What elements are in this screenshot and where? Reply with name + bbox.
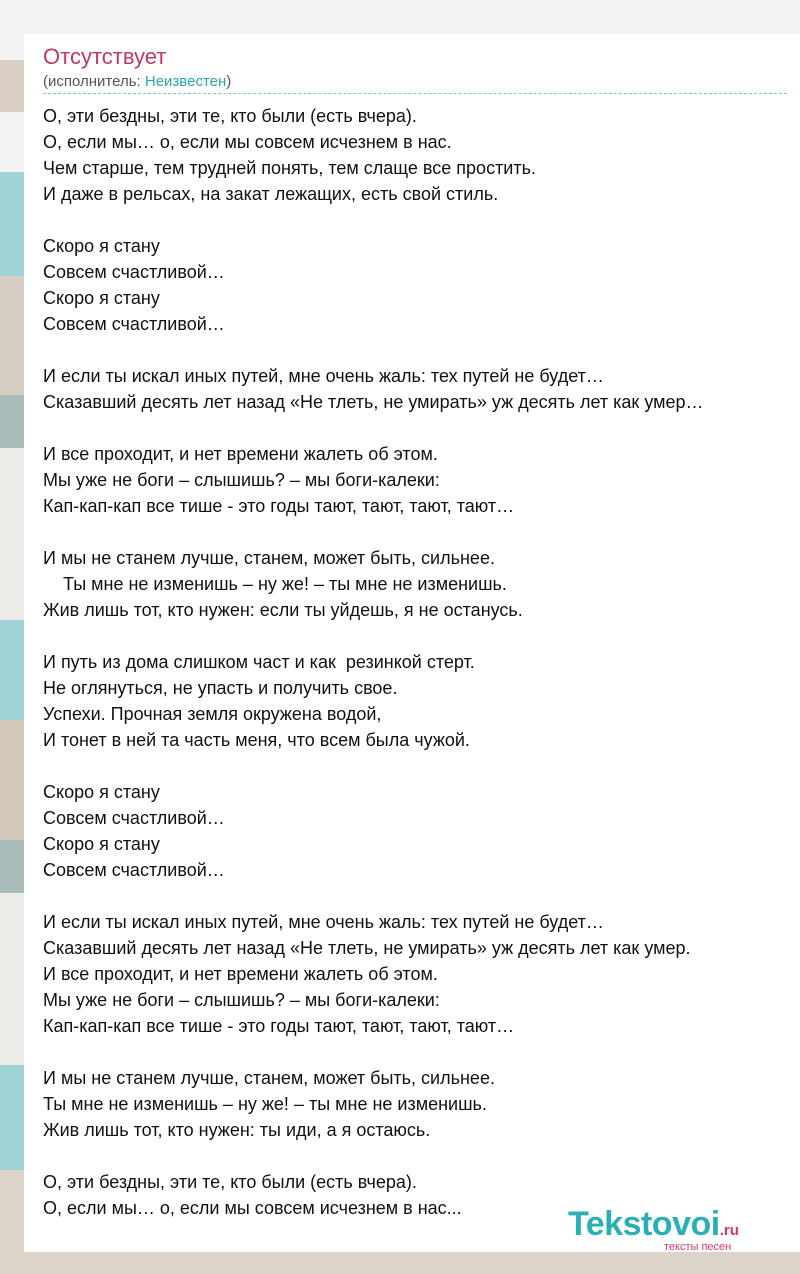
lyrics-line: О, если мы… о, если мы совсем исчезнем в нас. xyxy=(43,132,452,152)
lyrics-line: И мы не станем лучше, станем, может быть, сильнее. xyxy=(43,548,495,568)
lyrics-line: И тонет в ней та часть меня, что всем была чужой. xyxy=(43,730,470,750)
artist-link[interactable]: Неизвестен xyxy=(144,73,227,90)
lyrics-blank-line xyxy=(43,883,800,909)
logo-tagline: тексты песен xyxy=(664,1241,732,1253)
lyrics-line: О, эти бездны, эти те, кто были (есть вчера). xyxy=(43,106,417,126)
lyrics-line: Ты мне не изменишь – ну же! – ты мне не изменишь. xyxy=(43,574,507,594)
lyrics-line: И путь из дома слишком част и как резинкой стерт. xyxy=(43,652,475,672)
lyrics-line: Скоро я стану xyxy=(43,782,160,802)
lyrics-blank-line xyxy=(43,623,800,649)
lyrics-line: Успехи. Прочная земля окружена водой, xyxy=(43,704,382,724)
lyrics-line: Скоро я стану xyxy=(43,834,160,854)
lyrics-blank-line xyxy=(43,1039,800,1065)
lyrics-blank-line xyxy=(43,519,800,545)
lyrics-blank-line xyxy=(43,415,800,441)
song-title: Отсутствует xyxy=(43,44,167,69)
performer-prefix: (исполнитель: xyxy=(43,73,145,90)
lyrics-line: Не оглянуться, не упасть и получить свое. xyxy=(43,678,398,698)
title-divider xyxy=(43,93,787,94)
lyrics-line: Совсем счастливой… xyxy=(43,808,225,828)
lyrics-blank-line xyxy=(43,753,800,779)
lyrics-blank-line xyxy=(43,337,800,363)
lyrics-line: Совсем счастливой… xyxy=(43,314,225,334)
lyrics-line: Кап-кап-кап все тише - это годы тают, тают, тают, тают… xyxy=(43,496,515,516)
lyrics-line: И все проходит, и нет времени жалеть об этом. xyxy=(43,444,438,464)
lyrics-line: Жив лишь тот, кто нужен: если ты уйдешь, я не останусь. xyxy=(43,600,523,620)
lyrics-line: О, если мы… о, если мы совсем исчезнем в нас... xyxy=(43,1198,462,1218)
lyrics-line: Чем старше, тем трудней понять, тем слаще все простить. xyxy=(43,158,536,178)
lyrics-line: Скоро я стану xyxy=(43,236,160,256)
logo-tld: .ru xyxy=(719,1222,739,1239)
lyrics-line: Ты мне не изменишь – ну же! – ты мне не изменишь. xyxy=(43,1094,487,1114)
lyrics-line: Кап-кап-кап все тише - это годы тают, тают, тают, тают… xyxy=(43,1016,515,1036)
lyrics-line: Совсем счастливой… xyxy=(43,262,225,282)
lyrics-line: Сказавший десять лет назад «Не тлеть, не умирать» уж десять лет как умер… xyxy=(43,392,704,412)
lyrics-blank-line xyxy=(43,207,800,233)
lyrics-blank-line xyxy=(43,1143,800,1169)
lyrics-line: И мы не станем лучше, станем, может быть, сильнее. xyxy=(43,1068,495,1088)
lyrics-text xyxy=(43,103,800,1221)
lyrics-line: И даже в рельсах, на закат лежащих, есть свой стиль. xyxy=(43,184,499,204)
lyrics-line: Совсем счастливой… xyxy=(43,860,225,880)
performer-line xyxy=(43,73,231,91)
lyrics-line: Сказавший десять лет назад «Не тлеть, не умирать» уж десять лет как умер. xyxy=(43,938,691,958)
lyrics-line: И если ты искал иных путей, мне очень жаль: тех путей не будет… xyxy=(43,366,604,386)
lyrics-line: И все проходит, и нет времени жалеть об этом. xyxy=(43,964,438,984)
lyrics-line: Мы уже не боги – слышишь? – мы боги-калеки: xyxy=(43,990,440,1010)
lyrics-line: О, эти бездны, эти те, кто были (есть вчера). xyxy=(43,1172,417,1192)
lyrics-line: Скоро я стану xyxy=(43,288,160,308)
logo-name: Tekstovoi xyxy=(568,1205,720,1243)
lyrics-line: И если ты искал иных путей, мне очень жаль: тех путей не будет… xyxy=(43,912,604,932)
lyrics-line: Жив лишь тот, кто нужен: ты иди, а я остаюсь. xyxy=(43,1120,431,1140)
performer-suffix: ) xyxy=(226,73,232,90)
lyrics-line: Мы уже не боги – слышишь? – мы боги-калеки: xyxy=(43,470,440,490)
